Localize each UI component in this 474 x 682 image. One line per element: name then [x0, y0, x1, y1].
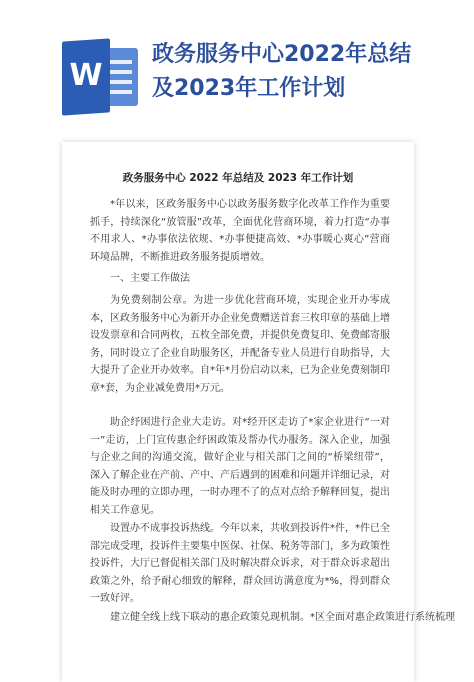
header	[0, 0, 474, 130]
document-paragraph: 为免费刻制公章。为进一步优化营商环境，实现企业开办零成本，区政务服务中心为新开办企业免费赠送首套三枚印章的基础上增设发票章和合同两枚，五枚全部免费，并提供免费复印、免费邮寄服务，同时设立了企业自助服务区，并配备专业人员进行自助指导，大大提升了企业开办效率。自*年*月份启动以来，已为企业免费刻制印章*套，为企业减免费用*万元。	[90, 295, 390, 394]
document-section-heading: 一、主要工作做法	[110, 273, 190, 284]
page-title-line2: 及2023年工作计划	[152, 76, 346, 101]
document-preview[interactable]	[62, 142, 455, 682]
page-title	[152, 38, 452, 106]
document-paragraph: *年以来，区政务服务中心以政务服务数字化改革工作作为重要抓手，持续深化“放管服”改革，全面优化营商环境，着力打造“办事不用求人、*办事依法依规、*办事便捷高效、*办事暖心爽心”营商环境品牌，不断推进政务服务提质增效。	[90, 199, 390, 263]
document-paragraph: 助企纾困进行企业大走访。对*经开区走访了*家企业进行“一对一”走访，上门宣传惠企纾困政策及帮办代办服务。深入企业，加强与企业之间的沟通交流，做好企业与相关部门之间的“桥梁纽带”，深入了解企业在产前、产中、产后遇到的困难和问题并详细记录，对能及时办理的立即办理，一时办理不了的点对点给予解释回复，提出相关工作意见。	[90, 417, 390, 516]
document-paragraph: 设置办不成事投诉热线。今年以来，共收到投诉件*件，*件已全部完成受理，投诉件主要集中医保、社保、税务等部门，多为政策性投诉件，大厅已督促相关部门及时解决群众诉求，对于群众诉求超出政策之外，给予耐心细致的解释，群众回访满意度为*%，得到群众一致好评。	[90, 523, 390, 605]
document-title: 政务服务中心 2022 年总结及 2023 年工作计划	[122, 172, 354, 184]
word-icon-letter: W	[69, 58, 103, 93]
page-title-line1: 政务服务中心2022年总结	[152, 42, 412, 67]
word-document-icon	[62, 40, 140, 114]
document-paragraph: 建立健全线上线下联动的惠企政策兑现机制。*区全面对惠企政策进行系统梳理	[110, 612, 455, 623]
